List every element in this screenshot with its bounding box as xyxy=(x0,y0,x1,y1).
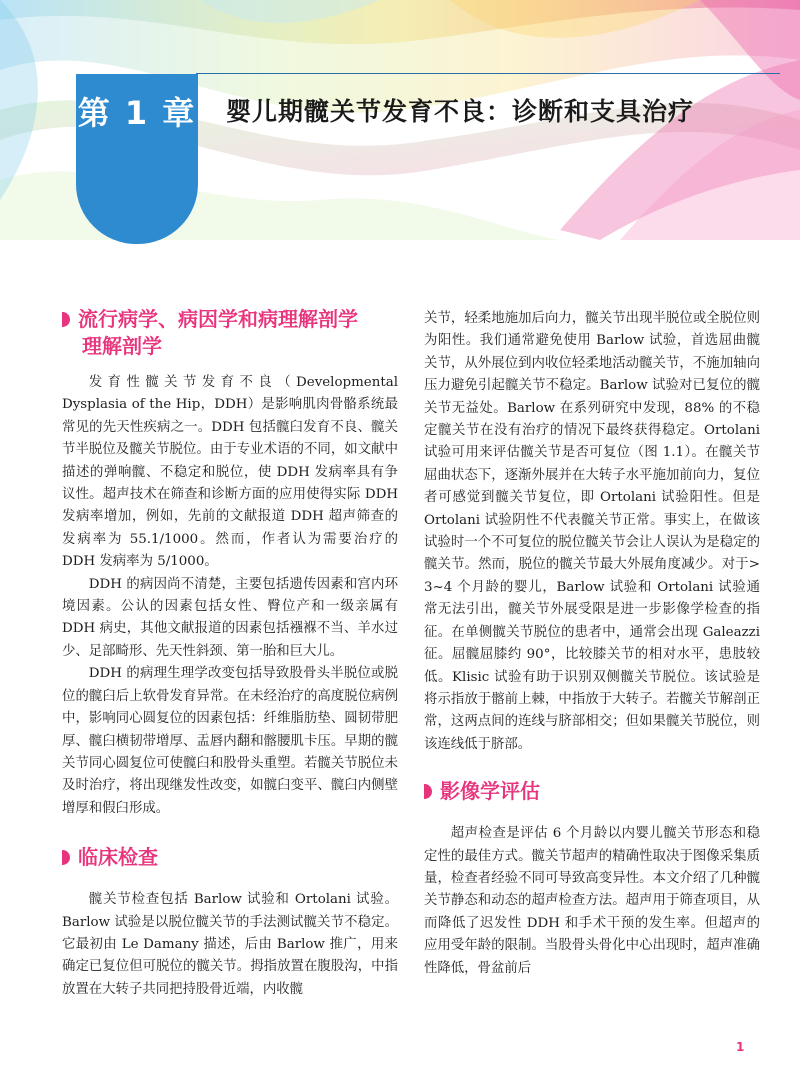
left-column xyxy=(62,306,398,1001)
chapter-title: 婴儿期髋关节发育不良：诊断和支具治疗 xyxy=(226,97,695,126)
right-column xyxy=(424,308,760,980)
paragraph-clinical-1: 髋关节检查包括 Barlow 试验和 Ortolani 试验。Barlow 试验是以脱位髋关节的手法测试髋关节不稳定。它最初由 Le Damany 描述，后由 Barlow 推广，用来确定已复位但可脱位的髋关节。拇指放置在腹股沟，中指放置在大转子共同把持股骨近端，内收髋 xyxy=(62,892,398,997)
heading-text-line1: 流行病学、病因学和病理解剖学 xyxy=(78,307,358,331)
section-heading-epidemiology xyxy=(62,306,398,360)
heading-text: 临床检查 xyxy=(78,845,158,870)
paragraph-epidemiology-2: DDH 的病因尚不清楚，主要包括遗传因素和宫内环境因素。公认的因素包括女性、臀位产和一级亲属有 DDH 病史，其他文献报道的因素包括襁褓不当、羊水过少、足部畸形、先天性斜颈、第一胎和巨大儿。 xyxy=(62,576,398,659)
paragraph-epidemiology-1: 发育性髋关节发育不良（Developmental Dysplasia of the Hip，DDH）是影响肌肉骨骼系统最常见的先天性疾病之一。DDH 包括髋臼发育不良、髋关节半脱位及髋关节脱位。由于专业术语的不同，如文献中描述的弹响髋、不稳定和脱位，使 DDH 发病率具有争议性。超声技术在筛查和诊断方面的应用使得实际 DDH 发病率增加，例如，先前的文献报道 DDH 超声筛查的发病率为 55.1/1000。然而，作者认为需要治疗的 DDH 发病率为 5/1000。 xyxy=(62,375,398,570)
heading-marker-icon xyxy=(62,850,70,865)
heading-text: 影像学评估 xyxy=(440,779,540,804)
heading-text-line2: 理解剖学 xyxy=(82,334,162,358)
heading-marker-icon xyxy=(424,784,432,799)
section-heading-imaging xyxy=(424,778,760,805)
paragraph-clinical-1-continued: 关节，轻柔地施加后向力，髋关节出现半脱位或全脱位则为阳性。我们通常避免使用 Barlow 试验，首选屈曲髋关节，从外展位到内收位轻柔地活动髋关节，不施加轴向压力避免引起髋关节不稳定。Barlow 试验对已复位的髋关节无益处。Barlow 在系列研究中发现，88% 的不稳定髋关节在没有治疗的情况下最终获得稳定。Ortolani 试验可用来评估髋关节是否可复位（图 1.1）。在髋关节屈曲状态下，逐渐外展并在大转子水平施加前向力，复位者可感觉到髋关节复位，即 Ortolani 试验阳性。但是 Ortolani 试验阴性不代表髋关节正常。事实上，在做该试验时一个不可复位的脱位髋关节会让人误认为是稳定的髋关节。然而，脱位的髋关节最大外展角度减少。对于> 3~4 个月龄的婴儿，Barlow 试验和 Ortolani 试验通常无法引出，髋关节外展受限是进一步影像学检查的指征。在单侧髋关节脱位的患者中，通常会出现 Galeazzi 征。屈髋屈膝约 90°，比较膝关节的相对水平，患肢较低。Klisic 试验有助于识别双侧髋关节脱位。该试验是将示指放于髂前上棘，中指放于大转子。若髋关节解剖正常，这两点间的连线与脐部相交；但如果髋关节脱位，则该连线低于脐部。 xyxy=(424,311,760,752)
paragraph-epidemiology-3: DDH 的病理生理学改变包括导致股骨头半脱位或脱位的髋臼后上软骨发育异常。在未经治疗的高度脱位病例中，影响同心圆复位的因素包括：纤维脂肪垫、圆韧带肥厚、髋臼横韧带增厚、盂唇内翻和髂腰肌卡压。早期的髋关节同心圆复位可使髋臼和股骨头重塑。若髋关节脱位未及时治疗，将出现继发性改变，如髋臼变平、髋臼内侧壁增厚和假臼形成。 xyxy=(62,666,398,816)
heading-marker-icon xyxy=(62,312,70,327)
header-rule-line xyxy=(196,73,780,74)
paragraph-imaging-1: 超声检查是评估 6 个月龄以内婴儿髋关节形态和稳定性的最佳方式。髋关节超声的精确性取决于图像采集质量，检查者经验不同可导致高变异性。本文介绍了几种髋关节静态和动态的超声检查方法。超声用于筛查项目，从而降低了迟发性 DDH 和手术干预的发生率。但超声的应用受年龄的限制。当股骨头骨化中心出现时，超声准确性降低，骨盆前后 xyxy=(424,826,760,976)
page-number: 1 xyxy=(736,1040,745,1054)
chapter-label: 第 1 章 xyxy=(77,94,197,132)
section-heading-clinical xyxy=(62,844,398,871)
